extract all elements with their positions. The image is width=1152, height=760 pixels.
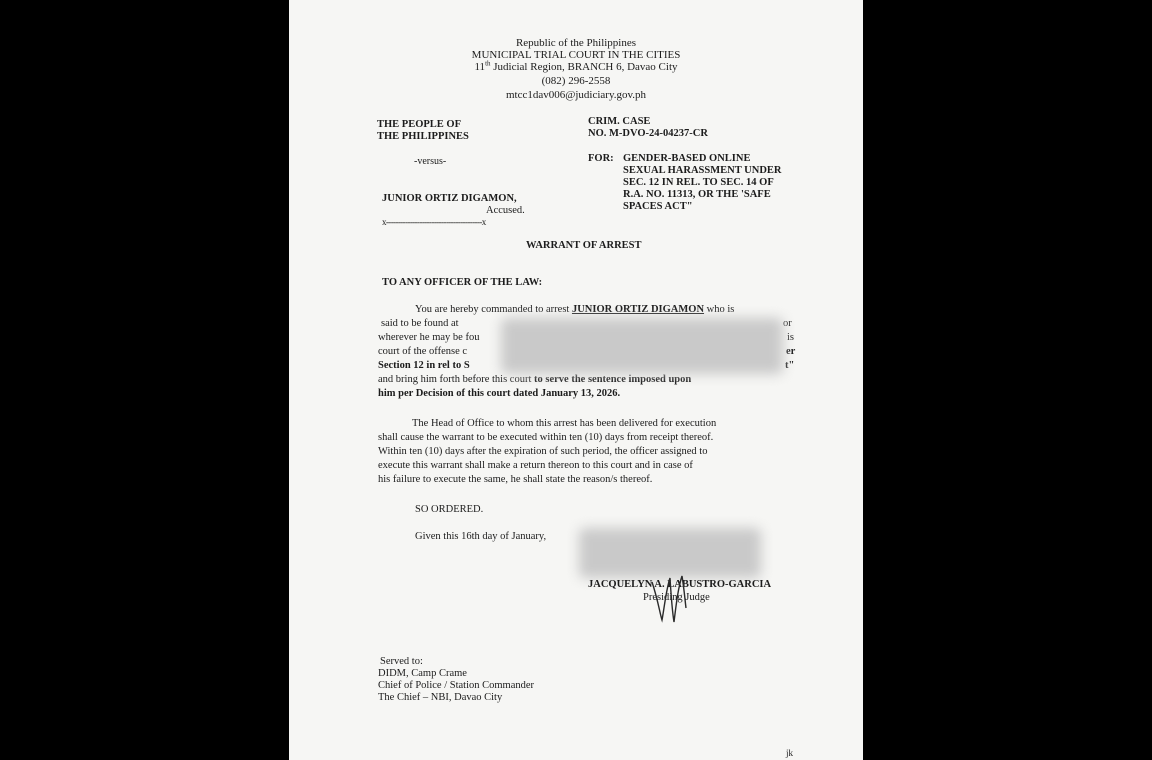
para1-line5-end: t" [785,360,795,371]
document-page [289,0,863,760]
para1-line6 [378,373,691,388]
header-phone: (082) 296-2558 [541,75,611,87]
para1-line1-end: who is [704,304,735,315]
header-republic: Republic of the Philippines [515,37,637,49]
served-item-1: DIDM, Camp Crame [378,668,467,679]
para1-line6-bold: to serve the sentence imposed upon [534,374,692,385]
offense-line-3: SEC. 12 IN REL. TO SEC. 14 OF [623,177,774,188]
para2-line5: his failure to execute the same, he shall state the reason/s thereof. [378,474,653,485]
para1-line1 [415,303,734,318]
plaintiff-line2: THE PHILIPPINES [377,131,469,142]
judge-name: JACQUELYN A. LABUSTRO-GARCIA [588,579,772,590]
served-item-3: The Chief – NBI, Davao City [378,692,503,703]
header-region-number: 11 [474,61,486,73]
para1-line4: court of the offense c [378,346,468,357]
so-ordered: SO ORDERED. [415,504,484,515]
salutation: TO ANY OFFICER OF THE LAW: [382,277,543,288]
accused-label: Accused. [486,205,525,216]
offense-line-1: GENDER-BASED ONLINE [623,153,751,164]
header-email: mtcc1dav006@judiciary.gov.ph [505,89,647,101]
para1-line6-text: and bring him forth before this court [378,374,535,385]
case-label: CRIM. CASE [588,116,651,127]
para2-line2: shall cause the warrant to be executed within ten (10) days from receipt thereof. [378,432,714,443]
signature-scribble-icon [644,570,694,626]
for-label: FOR: [588,153,614,164]
versus-text: -versus- [414,156,447,167]
para1-line4-end: er [786,346,796,357]
para1-line5: Section 12 in rel to S [378,360,470,371]
para2-line3: Within ten (10) days after the expiration of such period, the officer assigned to [378,446,708,457]
para2-line1: The Head of Office to whom this arrest has been delivered for execution [412,418,717,429]
para1-line2: said to be found at [381,318,459,329]
plaintiff-line1: THE PEOPLE OF [377,119,462,130]
header-region-suffix: th [485,59,491,68]
document-title: WARRANT OF ARREST [526,240,642,251]
accused-name: JUNIOR ORTIZ DIGAMON, [382,193,517,204]
para1-line1-text: You are hereby commanded to arrest [415,304,572,315]
caption-divider: x----------------------------------------x [382,217,486,227]
redaction-blur [501,318,783,374]
served-label: Served to: [380,656,423,667]
para1-line7: him per Decision of this court dated January 13, 2026. [378,388,621,399]
header-court: MUNICIPAL TRIAL COURT IN THE CITIES [471,49,681,61]
served-item-2: Chief of Police / Station Commander [378,680,535,691]
para1-accused-name: JUNIOR ORTIZ DIGAMON [571,304,705,315]
judge-title: Presiding Judge [643,592,710,603]
para1-line3: wherever he may be fou [378,332,480,343]
header-region-text: Judicial Region, BRANCH 6, Davao City [490,61,678,73]
para1-line2-end: or [783,318,792,329]
offense-line-4: R.A. NO. 11313, OR THE 'SAFE [623,189,771,200]
footer-initials: jk [786,748,794,758]
offense-line-5: SPACES ACT" [623,201,693,212]
para1-line3-end: is [787,332,795,343]
offense-line-2: SEXUAL HARASSMENT UNDER [623,165,782,176]
header-region [289,61,863,74]
para2-line4: execute this warrant shall make a return thereon to this court and in case of [378,460,693,471]
case-number: NO. M-DVO-24-04237-CR [588,128,708,139]
given-date: Given this 16th day of January, [415,531,547,542]
